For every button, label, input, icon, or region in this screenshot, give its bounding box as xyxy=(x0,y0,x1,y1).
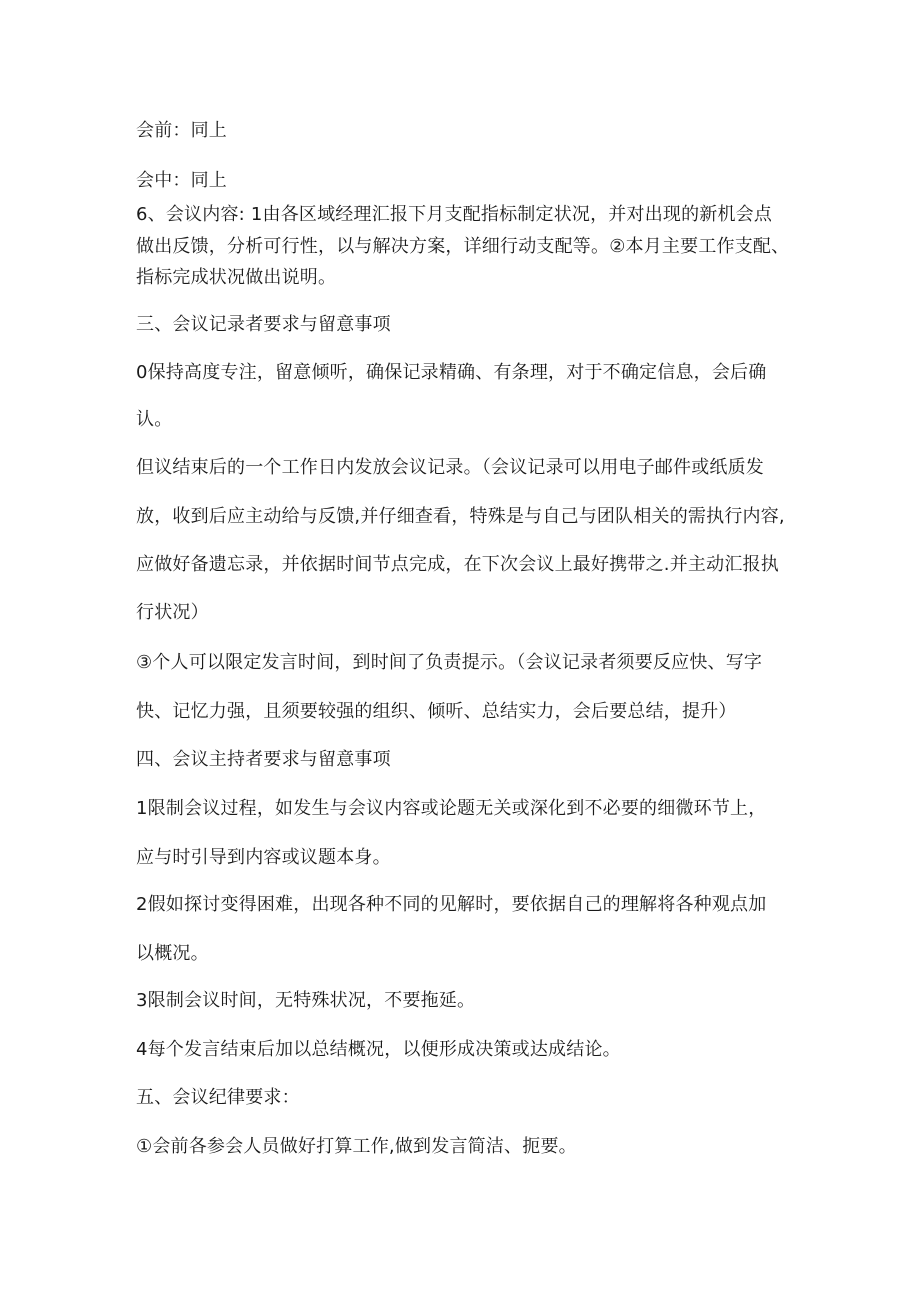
text-line: 认。 xyxy=(136,409,173,430)
text-line: 6、会议内容: 1由各区域经理汇报下月支配指标制定状况，并对出现的新机会点 xyxy=(136,204,773,225)
section-heading: 五、会议纪律要求： xyxy=(136,1087,300,1108)
text-line: 应做好备遗忘录，并依据时间节点完成，在下次会议上最好携带之.并主动汇报执 xyxy=(136,554,779,575)
text-line: 指标完成状况做出说明。 xyxy=(136,267,337,288)
text-line: ③个人可以限定发言时间，到时间了负责提示。（会议记录者须要反应快、写字 xyxy=(136,652,763,673)
text-line: 0保持高度专注，留意倾听，确保记录精确、有条理，对于不确定信息，会后确 xyxy=(136,362,767,383)
text-line: 放，收到后应主动给与反馈,并仔细查看，特殊是与自己与团队相关的需执行内容, xyxy=(136,506,785,527)
section-heading: 三、会议记录者要求与留意事项 xyxy=(136,314,391,335)
text-line: 4每个发言结束后加以总结概况，以便形成决策或达成结论。 xyxy=(136,1039,621,1060)
text-line: 应与时引导到内容或议题本身。 xyxy=(136,847,391,868)
text-line: 3限制会议时间，无特殊状况，不要拖延。 xyxy=(136,990,476,1011)
text-line: 但议结束后的一个工作日内发放会议记录。（会议记录可以用电子邮件或纸质发 xyxy=(136,457,764,478)
text-line: 2假如探讨变得困难，出现各种不同的见解时，要依据自己的理解将各种观点加 xyxy=(136,894,767,915)
text-line: 1限制会议过程，如发生与会议内容或论题无关或深化到不必要的细微环节上， xyxy=(136,798,767,819)
text-line: 会前：同上 xyxy=(136,120,227,141)
text-line: ①会前各参会人员做好打算工作,做到发言简洁、扼要。 xyxy=(136,1136,577,1157)
text-line: 以概况。 xyxy=(136,943,209,964)
section-heading: 四、会议主持者要求与留意事项 xyxy=(136,749,391,770)
text-line: 行状况） xyxy=(136,602,209,623)
text-line: 会中：同上 xyxy=(136,170,227,191)
text-line: 做出反馈，分析可行性，以与解决方案，详细行动支配等。②本月主要工作支配、 xyxy=(136,236,790,257)
text-line: 快、记忆力强，且须要较强的组织、倾听、总结实力，会后要总结，提升） xyxy=(136,701,737,722)
